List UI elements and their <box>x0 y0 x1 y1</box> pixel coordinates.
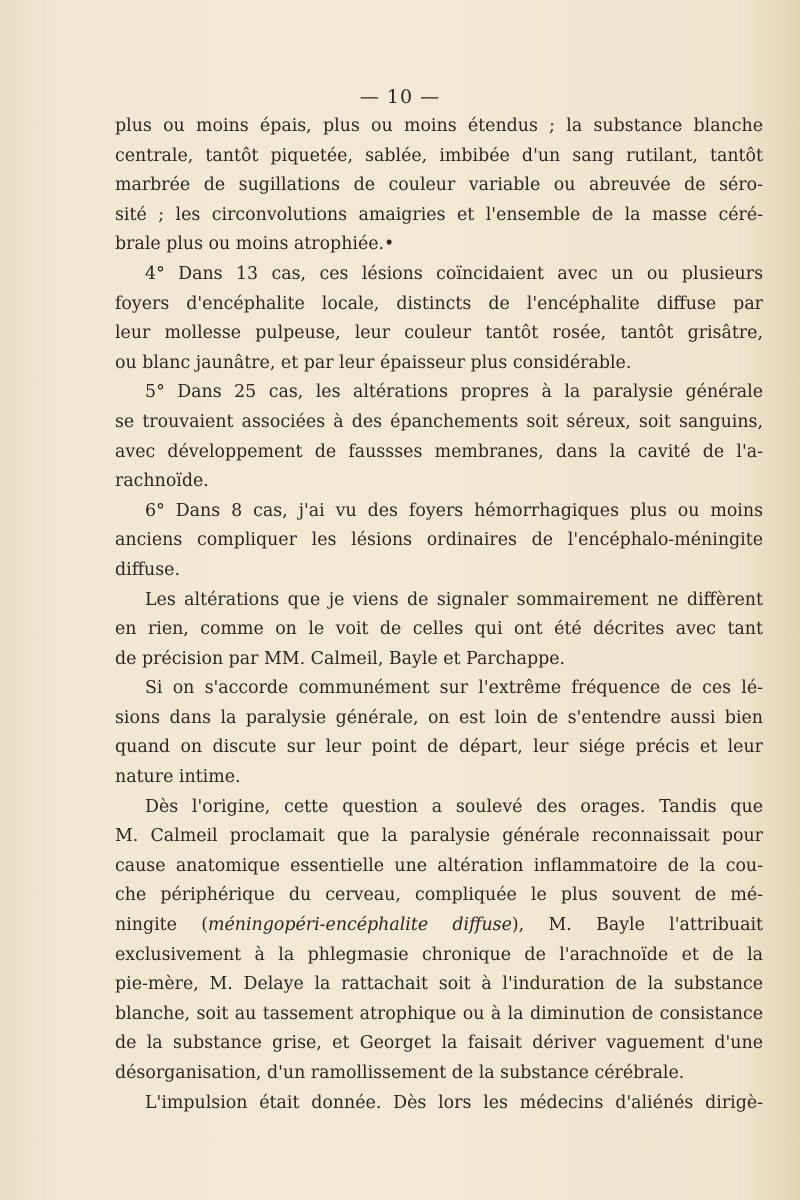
text-line: anciens compliquer les lésions ordinaires de l'encéphalo-méningite <box>115 530 763 551</box>
text-line: leur mollesse pulpeuse, leur couleur tantôt rosée, tantôt grisâtre, <box>115 323 763 344</box>
italic-term: méningopéri-encéphalite diffuse <box>208 915 512 936</box>
text-line: de précision par MM. Calmeil, Bayle et Parchappe. <box>115 648 566 669</box>
text-line: brale plus ou moins atrophiée.• <box>115 234 395 255</box>
text-line <box>115 911 763 941</box>
text-line: en rien, comme on le voit de celles qui ont été décrites avec tant <box>115 619 763 640</box>
text-line: Dès l'origine, cette question a soulevé des orages. Tandis que <box>145 796 763 817</box>
text-line: 6° Dans 8 cas, j'ai vu des foyers hémorrhagiques plus ou moins <box>145 500 763 521</box>
body-text <box>115 112 763 1118</box>
text-line: nature intime. <box>115 767 241 788</box>
text-line: ou blanc jaunâtre, et par leur épaisseur plus considérable. <box>115 352 632 373</box>
text-line: foyers d'encéphalite locale, distincts de l'encéphalite diffuse par <box>115 293 763 314</box>
text-line: marbrée de sugillations de couleur variable ou abreuvée de séro- <box>115 175 763 196</box>
page-number: — 10 — <box>359 86 441 108</box>
text-line: sité ; les circonvolutions amaigries et l'ensemble de la masse céré- <box>115 204 763 225</box>
text-line: cause anatomique essentielle une altération inflammatoire de la cou- <box>115 855 763 876</box>
text-line: se trouvaient associées à des épanchements soit séreux, soit sanguins, <box>115 411 763 432</box>
text-line: quand on discute sur leur point de départ, leur siége précis et leur <box>115 737 763 758</box>
text-line: avec développement de faussses membranes, dans la cavité de l'a- <box>115 441 763 462</box>
text-line: Les altérations que je viens de signaler sommairement ne diffèrent <box>145 589 763 610</box>
text-line: L'impulsion était donnée. Dès lors les médecins d'aliénés dirigè- <box>145 1092 763 1113</box>
text-line: 4° Dans 13 cas, ces lésions coïncidaient avec un ou plusieurs <box>145 263 763 284</box>
text-line: sions dans la paralysie générale, on est loin de s'entendre aussi bien <box>115 707 763 728</box>
text-line: plus ou moins épais, plus ou moins étendus ; la substance blanche <box>115 116 763 136</box>
text-line: de la substance grise, et Georget la faisait dériver vaguement d'une <box>115 1033 763 1054</box>
text-segment: ), M. Bayle l'attribuait <box>511 915 763 936</box>
text-line: pie-mère, M. Delaye la rattachait soit à l'induration de la substance <box>115 974 763 995</box>
text-line: diffuse. <box>115 559 180 580</box>
text-line: che périphérique du cerveau, compliquée le plus souvent de mé- <box>115 885 763 906</box>
text-line: 5° Dans 25 cas, les altérations propres à la paralysie générale <box>145 382 763 403</box>
text-line: rachnoïde. <box>115 471 209 492</box>
text-line: M. Calmeil proclamait que la paralysie générale reconnaissait pour <box>115 826 763 847</box>
text-segment: ningite ( <box>115 915 208 936</box>
text-line: désorganisation, d'un ramollissement de la substance cérébrale. <box>115 1063 685 1083</box>
text-line: blanche, soit au tassement atrophique ou à la diminution de consistance <box>115 1003 763 1024</box>
text-line: exclusivement à la phlegmasie chronique de l'arachnoïde et de la <box>115 944 763 965</box>
text-line: centrale, tantôt piquetée, sablée, imbibée d'un sang rutilant, tantôt <box>115 145 763 166</box>
text-line: Si on s'accorde communément sur l'extrême fréquence de ces lé- <box>145 678 763 699</box>
